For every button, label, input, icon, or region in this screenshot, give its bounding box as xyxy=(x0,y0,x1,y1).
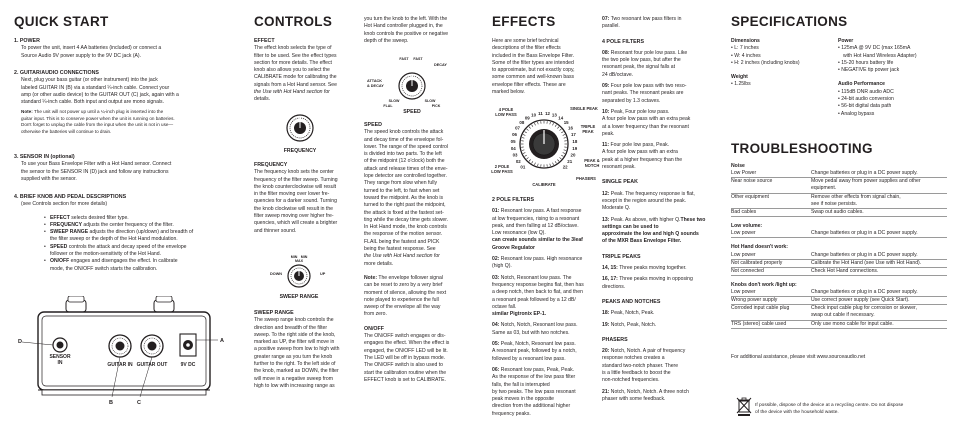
callout-b: B xyxy=(109,400,113,406)
effect-knob-diagram xyxy=(488,102,600,188)
ts-group-heading: Hot Hand doesn't work: xyxy=(731,244,788,251)
disposal-note: If possible, dispose of the device at a recycling centre. Do not dispose of the device with the household waste. xyxy=(755,403,904,415)
ts-group-heading: Noise xyxy=(731,163,745,169)
table-row: Low power Change batteries or plug in a DC power supply. xyxy=(731,252,947,260)
table-row: Low Power Change batteries or plug in a DC power supply. xyxy=(731,170,947,178)
frequency-section: FREQUENCY The frequency knob sets the center frequency of the filter sweep. Turning the knob counterclockwise will result in the filter moving over lower fre- quencies for a darker sound. Turning the knob clockwise will result in the filter sweep moving over higher fre- quencies, which will create a brighter and thinner sound. xyxy=(254,162,338,234)
effect-number: 20 xyxy=(570,152,576,158)
qs-knob-item: • FREQUENCY adjusts the center frequency of the filter. xyxy=(44,222,232,229)
qs-knob-list xyxy=(14,215,232,273)
svg-text:MAX: MAX xyxy=(295,259,303,263)
effect-item: 07: Two resonant low pass filters in xyxy=(602,16,682,22)
controls-continued: you turn the knob to the left. With the Hot Hand controller plugged in, the knob controls the positive or negative depth of the sweep. xyxy=(364,16,449,44)
qs-knob-item: • ON/OFF engages and disengages the effect. In calibrate mode, the ON/OFF switch starts the calibration. xyxy=(44,258,232,273)
label-calibrate: CALIBRATE xyxy=(532,182,556,187)
qs-power-text: To power the unit, insert 4 AA batteries (included) or connect a Source Audio 9V power supply to the 9V DC jack (A). xyxy=(21,45,162,59)
two-pole-heading: 2 POLE FILTERS xyxy=(492,197,534,203)
qs-sensor-heading: 3. SENSOR IN (optional) xyxy=(14,154,75,160)
controls-title: CONTROLS xyxy=(254,14,333,29)
effect-number: 01 xyxy=(520,164,526,170)
label-single-peak: SINGLE PEAK xyxy=(570,106,598,111)
pedal-jack-diagram xyxy=(14,296,232,416)
svg-text:MIN: MIN xyxy=(300,255,308,259)
table-row: TRS (stereo) cable used Only use mono cable for input cable. xyxy=(731,320,947,328)
qs-power xyxy=(14,38,232,60)
qs-knob-item: • EFFECT selects desired filter type. xyxy=(44,215,232,222)
ts-table xyxy=(731,252,947,276)
label-4-pole: LOW PASS xyxy=(495,112,517,117)
svg-text:ATTACK: ATTACK xyxy=(367,79,383,83)
frequency-knob-label: FREQUENCY xyxy=(283,148,317,154)
effect-number: 18 xyxy=(572,138,578,144)
troubleshooting-title: TROUBLESHOOTING xyxy=(731,141,873,156)
speed-section: SPEED The speed knob controls the attack and decay time of the envelope fol- lower. The range of the speed control is divided into two parts. To the left of the midpoint (12 o'clock) both the attack and release times of the enve- lope detector are controlled together. They range from slow when fully turned to the left, to fast when set toward the midpoint. As the knob is turned to the right past the midpoint, the attack is fixed at the fastest set- ting while the decay time gets slower. In Hot Hand mode, the knob controls the response of the motion sensor. FLAIL being the fastest and PICK being the fastest response. See the Use with Hot Hand section for more details. Note: The envelope follower signal can be reset to zero by a very brief moment of silence, allowing the next note played to experience the full sweep of the envelope all the way from zero. ON/OFF The ON/OFF switch engages or dis- engages the effect. When the effect is engaged, the ON/OFF LED will be lit. The LED will be off in bypass mode. The ON/OFF switch is also used to start the calibration routine when the EFFECT knob is set to CALIBRATE. xyxy=(364,122,450,383)
table-row: Not calibrated properly Calibrate the Hot Hand (see Use with Hot Hand). xyxy=(731,259,947,267)
label-2-pole: LOW PASS xyxy=(491,169,513,174)
effect-item: 05: Peak, Notch, Resonant low pass. A resonant peak, followed by a notch, followed by a resonant low pass. xyxy=(492,341,577,362)
two-pole-section xyxy=(492,197,598,418)
weee-bin-icon xyxy=(736,396,752,416)
svg-text:FAST: FAST xyxy=(413,57,423,61)
quick-start-title: QUICK START xyxy=(14,14,109,29)
effect-item: 06: Resonant low pass, Peak, Peak. As the response of the low pass filter falls, the fall is interrupted by two peaks. The low pass resonant peak moves in the opposite direction from the additional higher frequency peaks. xyxy=(492,366,576,417)
effect-number: 10 xyxy=(531,112,537,118)
svg-text:UP: UP xyxy=(320,272,326,276)
effect-item: 19: Notch, Peak, Notch. xyxy=(602,321,657,328)
guitar-out-jack xyxy=(141,335,163,357)
troubleshooting-tables xyxy=(731,163,949,329)
ts-group-heading: Low volume: xyxy=(731,222,763,229)
specifications-title: SPECIFICATIONS xyxy=(731,14,848,29)
qs-knob-item: • SPEED controls the attack and decay speed of the envelope follower or the motion-sensitivity of the Hot Hand. xyxy=(44,244,232,259)
svg-text:FLAL: FLAL xyxy=(383,104,393,108)
spec-power: Power • 125mA @ 9V DC (max 165mA with Hot Hand Wireless Adapter) • 15-20 hours battery life • NEGATIVE tip power jack Audio Performance • 115dB DNR audio ADC • 24-bit audio conversion • 56-bit digital data path • Analog bypass xyxy=(838,38,917,117)
effect-item: 02: Resonant low pass. High resonance (high Q). xyxy=(492,256,583,270)
svg-text:SLOW: SLOW xyxy=(388,99,400,103)
effect-number: 14 xyxy=(558,115,564,121)
svg-text:DECAY: DECAY xyxy=(434,63,447,67)
svg-text:FAST: FAST xyxy=(399,57,409,61)
guitar-in-label: GUITAR IN xyxy=(107,362,133,368)
qs-knobs xyxy=(14,194,232,273)
table-row: Low power Change batteries or plug in a DC power supply. xyxy=(731,230,947,238)
ts-table xyxy=(731,230,947,238)
spec-dimensions: Dimensions • L: 7 inches • W: 4 inches • H: 2 inches (including knobs) Weight • 1.25lbs xyxy=(731,38,800,88)
triple-heading: TRIPLE PEAKS xyxy=(602,253,641,260)
qs-sensor-text: To use your Bass Envelope Filter with a Hot Hand sensor. Connect the sensor to the SENSOR IN (D) jack and follow any instructions supplied with the sensor. xyxy=(21,161,172,182)
effect-section: EFFECT The effect knob selects the type of filter to be used. See the effect types section for more details. The effect knob also allows you to select the CALIBRATE mode for calibrating the signals from a Hot Hand sensor. See the Use with Hot Hand section for details. xyxy=(254,38,337,103)
label-triple-peak: PEAK xyxy=(582,129,594,134)
effect-number: 09 xyxy=(524,115,530,121)
callout-c: C xyxy=(137,400,141,406)
effect-number: 13 xyxy=(551,112,557,118)
table-row: Near noise source Move pedal away from power supplies and other equipment. xyxy=(731,178,947,193)
svg-text:MIN: MIN xyxy=(290,255,298,259)
ts-table xyxy=(731,289,947,328)
effect-number: 12 xyxy=(545,110,550,116)
effect-number: 16 xyxy=(568,125,573,131)
sweep-knob-label: SWEEP RANGE xyxy=(279,294,319,300)
qs-knobs-heading: 4. BRIEF KNOB AND PEDAL DESCRIPTIONS xyxy=(14,194,127,200)
table-row: Wrong power supply Use correct power supply (see Quick Start). xyxy=(731,297,947,305)
effects-continued: 07: Two resonant low pass filters in parallel. 4 POLE FILTERS 08: Resonant four pole low pass. Like the two pole low pass, but after the resonant peak, the signal falls at 24 dB/octave. 09: Four pole low pass with two reso- nant peaks. The resonant peaks are separated by 1.3 octaves. 10: Peak, Four pole low pass. A four pole low pass with an extra peak at a lower frequency than the resonant peak. 11: Four pole low pass, Peak. A four pole low pass with an extra peak at a higher frequency than the resonant peak. SINGLE PEAK 12: Peak. The frequency response is flat, except in the region around the peak. Moderate Q. 13: Peak. As above, with higher Q.These two settings can be used to approximate the low and high Q sounds of the MXR Bass Envelope Filter. TRIPLE PEAKS 14, 15: Three peaks moving together. 16, 17: Three peaks moving in opposing directions. PEAKS AND NOTCHES 18: Peak, Notch, Peak. 19: Notch, Peak, Notch. PHASERS 20: Notch, Notch. A pair of frequency response notches creates a standard two-notch phaser. There is a little feedback to boost the non-notched frequencies. 21: Notch, Notch, Notch. A three notch phaser with some feedback. xyxy=(602,16,714,403)
effect-item: 14, 15: Three peaks moving together. xyxy=(602,265,687,272)
effect-item: 10: Peak, Four pole low pass. A four pole low pass with an extra peak at a lower frequency than the resonant peak. xyxy=(602,108,691,137)
qs-knobs-subtitle: (see Controls section for more details) xyxy=(21,201,108,208)
effect-number: 07 xyxy=(515,125,520,131)
svg-text:& DECAY: & DECAY xyxy=(367,84,384,88)
qs-sensor xyxy=(14,154,232,183)
speed-knob-diagram xyxy=(366,54,466,116)
single-heading: SINGLE PEAK xyxy=(602,179,638,186)
effect-number: 03 xyxy=(512,152,518,158)
dc-jack xyxy=(180,334,196,356)
qs-connections-heading: 2. GUITAR/AUDIO CONNECTIONS xyxy=(14,70,99,76)
effect-number: 04 xyxy=(510,145,516,151)
effect-number: 06 xyxy=(512,131,518,137)
effect-item: 20: Notch, Notch. A pair of frequency response notches creates a standard two-notch phaser. There is a little feedback to boost the non-notched frequencies. xyxy=(602,348,686,384)
effect-item: 12: Peak. The frequency response is flat, except in the region around the peak. Moderate Q. xyxy=(602,190,695,212)
sweep-range-knob-diagram xyxy=(260,252,350,302)
effect-item: 16, 17: Three peaks moving in opposing directions. xyxy=(602,276,693,290)
effect-item: 04: Notch, Notch, Resonant low pass. Same as 03, but with two notches. xyxy=(492,322,578,336)
label-2-pole: 2 POLE xyxy=(494,164,510,169)
speed-knob-label: SPEED xyxy=(403,109,421,115)
table-row: Bad cables Swap out audio cables. xyxy=(731,208,947,216)
qs-connections-text: Next, plug your bass guitar (or other instrument) into the jack labeled GUITAR IN (B) via a standard ¼-inch cable. Connect your amp (or other audio device) to the GUITAR OUT (C) jack, again with a standard ¼-inch cable. Both input and output are mono signals. xyxy=(21,77,179,106)
effect-number: 19 xyxy=(572,145,578,151)
sweep-range-section: SWEEP RANGE The sweep range knob controls the direction and breadth of the filter sweep. To the right side of the knob, marked as UP, the filter will move in a positive sweep from low to high with greater range as you turn the knob further to the right. To the left side of the knob, marked as DOWN, the filter will move in a negative sweep from high to low with increasing range as xyxy=(254,310,340,389)
effect-item: 03: Notch, Resonant low pass. The frequency response begins flat, then has a deep notch, then back to flat, and then a resonant peak followed by a 12 dB/ octave fall. similar Pigtronix EP-1. xyxy=(492,274,584,318)
effects-intro: Here are some brief technical descriptions of the filter effects included in the Bass Envelope Filter. Some of the filter types are intended to approximate, but not exactly copy, some common and well-known bass envelope filter effects. These are marked below. xyxy=(492,38,575,96)
effects-title: EFFECTS xyxy=(492,14,556,29)
qs-connections xyxy=(14,70,232,135)
table-row: Corroded input cable plug Check input cable plug for corrosion or skewer, swap out cable if necessary. xyxy=(731,305,947,320)
effect-item: 18: Peak, Notch, Peak. xyxy=(602,310,655,317)
callout-a: A xyxy=(220,338,224,344)
label-peak-notch: PEAK & xyxy=(584,158,600,163)
effect-number: 17 xyxy=(570,131,576,137)
frequency-knob-diagram xyxy=(268,108,338,158)
label-triple-peak: TRIPLE xyxy=(580,124,596,129)
svg-text:DOWN: DOWN xyxy=(270,272,283,276)
guitar-in-jack xyxy=(109,335,131,357)
qs-connections-note: Note: The unit will not power up until a ¼-inch plug is inserted into the guitar input. This is to conserve power when the unit is running on batteries. Don't forget to unplug the cable from the input when the unit is not in use— otherwise the batteries will continue to drain. xyxy=(21,109,175,134)
phasers-heading: PHASERS xyxy=(602,336,628,343)
qs-knob-item: • SWEEP RANGE adjusts the direction (up/down) and breadth of the filter sweep or the depth of the Hot Hand modulation. xyxy=(44,229,232,244)
effect-number: 11 xyxy=(538,110,543,116)
table-row: Not connected Check Hot Hand connections. xyxy=(731,267,947,275)
qs-power-heading: 1. POWER xyxy=(14,38,40,44)
effect-item: 08: Resonant four pole low pass. Like the two pole low pass, but after the resonant peak, the signal falls at 24 dB/octave. xyxy=(602,49,688,78)
fourpole-heading: 4 POLE FILTERS xyxy=(602,38,644,45)
effect-number: 08 xyxy=(519,119,525,125)
effect-number: 05 xyxy=(510,138,516,144)
table-row: Low power Change batteries or plug in a DC power supply. xyxy=(731,289,947,297)
callout-d: D xyxy=(18,339,22,345)
effect-item: 21: Notch, Notch, Notch. A three notch phaser with some feedback. xyxy=(602,388,689,402)
guitar-out-label: GUITAR OUT xyxy=(136,362,168,368)
ts-group-heading: Knobs don't work /light up: xyxy=(731,281,797,288)
table-row: Other equipment Remove other effects from signal chain, see if noise persists. xyxy=(731,193,947,208)
effect-item: 01: Resonant low pass. A fast response at low frequencies, rising to a resonant peak, and then falling at 12 dB/octave. Low resonance (low Q). can create sounds similar to the 3leaf Groove Regulator xyxy=(492,208,583,251)
sensor-in-label: SENSOR xyxy=(49,354,71,360)
effect-item: 13: Peak. As above, with higher Q.These two settings can be used to approximate the low and high Q sounds of the MXR Bass Envelope Filter. xyxy=(602,216,706,245)
svg-text:SLOW: SLOW xyxy=(424,99,436,103)
peaksnotches-heading: PEAKS AND NOTCHES xyxy=(602,298,661,305)
svg-text:PICK: PICK xyxy=(431,104,441,108)
effect-item: 11: Four pole low pass, Peak. A four pole low pass with an extra peak at a higher frequency than the resonant peak. xyxy=(602,142,683,171)
svg-text:IN: IN xyxy=(57,360,63,366)
label-phasers: PHASERS xyxy=(576,176,596,181)
label-peak-notch: NOTCH xyxy=(584,163,600,168)
effect-number: 21 xyxy=(567,158,573,164)
troubleshooting-footer: For additional assistance, please visit www.sourceaudio.net xyxy=(731,354,866,360)
effect-number: 15 xyxy=(563,119,569,125)
effect-item: 09: Four pole low pass with two reso- nant peaks. The resonant peaks are separated by 1.3 octaves. xyxy=(602,83,687,104)
dc-jack-label: 9V DC xyxy=(180,362,196,368)
effect-number: 02 xyxy=(515,158,521,164)
ts-table xyxy=(731,170,947,217)
effect-number: 22 xyxy=(562,164,568,170)
label-4-pole: 4 POLE xyxy=(498,107,514,112)
